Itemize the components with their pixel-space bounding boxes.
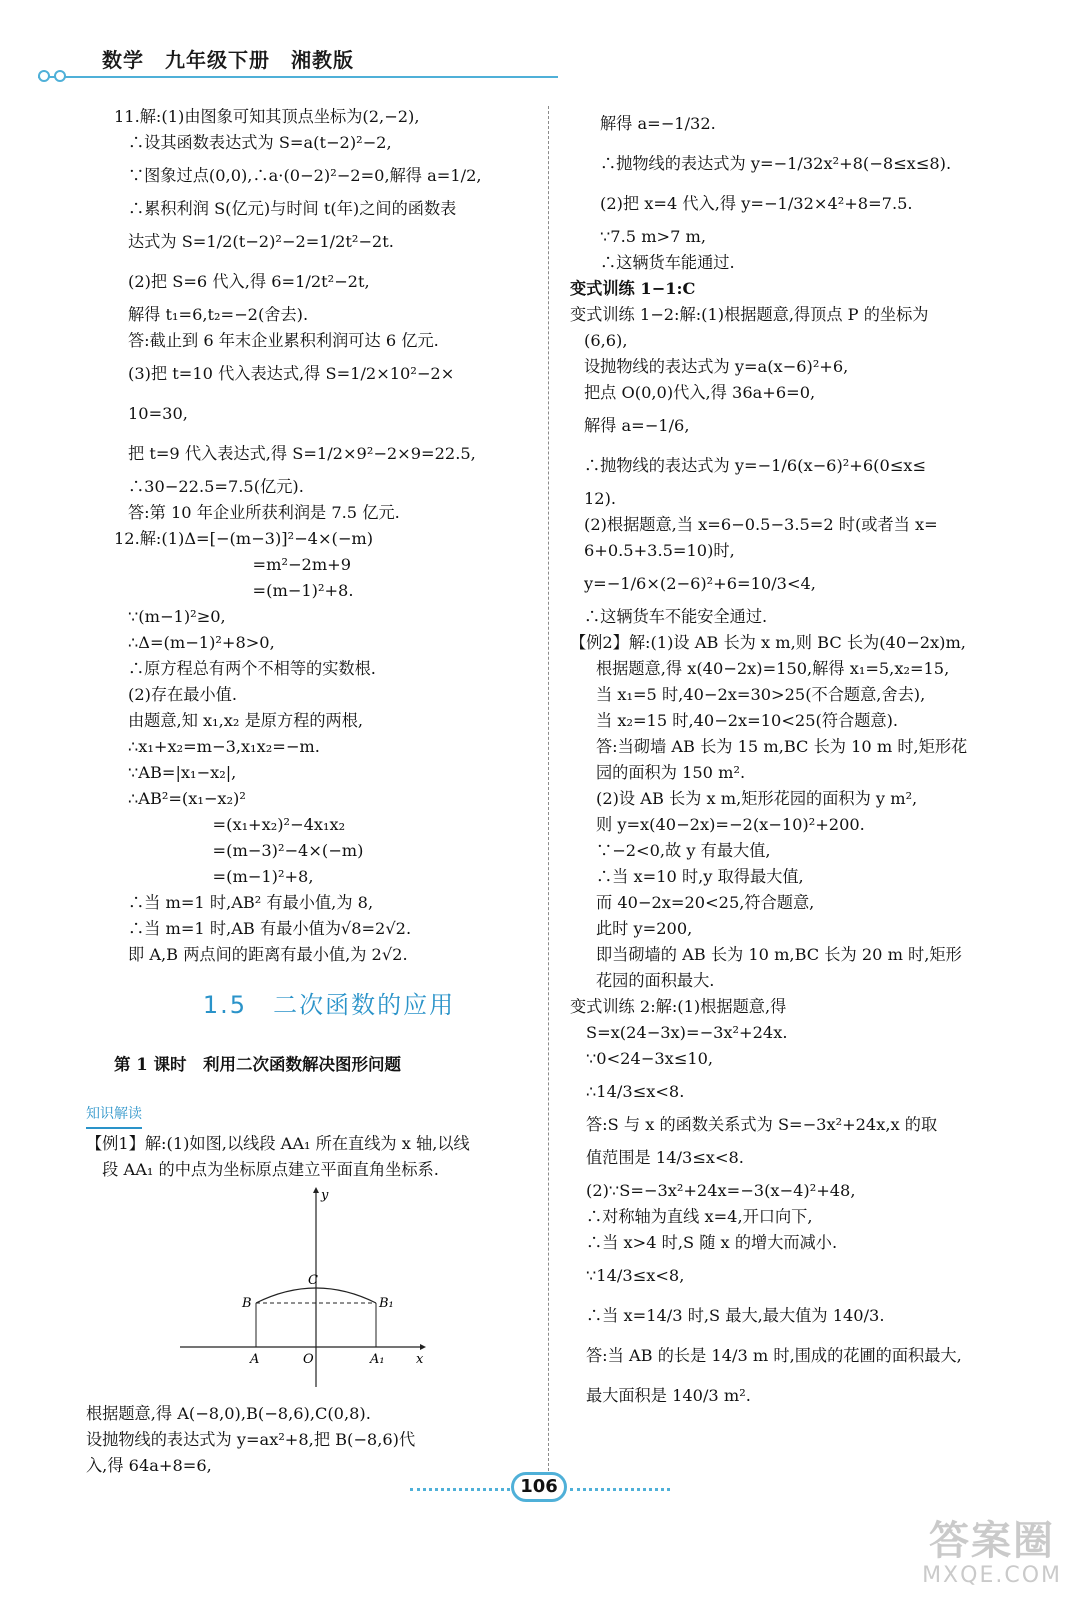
text-line: y=−1/6×(2−6)²+6=10/3<4,: [584, 574, 816, 593]
text-line: 把 t=9 代入表达式,得 S=1/2×9²−2×9=22.5,: [128, 444, 476, 463]
knowledge-label: 知识解读: [86, 1101, 142, 1129]
text-line: 答:S 与 x 的函数关系式为 S=−3x²+24x,x 的取: [586, 1115, 938, 1134]
x-arrow-icon: [420, 1344, 426, 1350]
parabola-diagram: [170, 1187, 430, 1387]
text-line: ∴AB²=(x₁−x₂)²: [128, 789, 246, 808]
label-b1: B₁: [379, 1296, 394, 1311]
text-line: ∴当 m=1 时,AB² 有最小值,为 8,: [128, 893, 374, 912]
text-line: 解得 a=−1/32.: [600, 114, 716, 133]
text-line: ∴当 x>4 时,S 随 x 的增大而减小.: [586, 1233, 838, 1252]
text-line: 花园的面积最大.: [596, 971, 715, 990]
text-line: 此时 y=200,: [596, 919, 693, 938]
page-footer: [0, 1468, 1084, 1508]
text-line: 解得 a=−1/6,: [584, 416, 690, 435]
text-line: =(m−1)²+8,: [164, 867, 314, 886]
text-line: 根据题意,得 x(40−2x)=150,解得 x₁=5,x₂=15,: [596, 659, 950, 678]
watermark: [922, 1519, 1062, 1588]
parabola-figure: [170, 1187, 430, 1387]
label-b: B: [242, 1296, 252, 1311]
header-title: 数学 九年级下册 湘教版: [102, 48, 354, 72]
text-line: ∴抛物线的表达式为 y=−1/32x²+8(−8≤x≤8).: [600, 154, 952, 173]
text-line: ∴抛物线的表达式为 y=−1/6(x−6)²+6(0≤x≤: [584, 456, 926, 475]
text-line: S=x(24−3x)=−3x²+24x.: [586, 1023, 788, 1042]
text-line: ∵−2<0,故 y 有最大值,: [596, 841, 771, 860]
left-column: [86, 104, 544, 1479]
label-o: O: [303, 1352, 314, 1367]
text-line: 设抛物线的表达式为 y=a(x−6)²+6,: [584, 357, 849, 376]
text-line: (2)∵S=−3x²+24x=−3(x−4)²+48,: [586, 1181, 856, 1200]
page-header: [38, 40, 558, 90]
text-line: 解得 t₁=6,t₂=−2(舍去).: [128, 305, 309, 324]
right-column: [570, 104, 1040, 1416]
text-line: =(x₁+x₂)²−4x₁x₂: [164, 815, 346, 834]
page-number: 106: [511, 1472, 567, 1502]
text-line: ∴这辆货车不能安全通过.: [584, 607, 768, 626]
text-line: ∴当 x=14/3 时,S 最大,最大值为 140/3.: [586, 1306, 885, 1325]
text-line: 11.解:(1)由图象可知其顶点坐标为(2,−2),: [114, 107, 420, 126]
text-line: 变式训练 2:解:(1)根据题意,得: [570, 997, 787, 1016]
text-line: 变式训练 1−2:解:(1)根据题意,得顶点 P 的坐标为: [570, 305, 929, 324]
question-12: [114, 526, 544, 968]
text-line: ∵(m−1)²≥0,: [128, 607, 226, 626]
text-line: 根据题意,得 A(−8,0),B(−8,6),C(0,8).: [86, 1404, 371, 1423]
text-line: 答:当砌墙 AB 长为 15 m,BC 长为 10 m 时,矩形花: [596, 737, 968, 756]
text-line: ∵0<24−3x≤10,: [586, 1049, 714, 1068]
text-line: 把点 O(0,0)代入,得 36a+6=0,: [584, 383, 816, 402]
text-line: (2)把 x=4 代入,得 y=−1/32×4²+8=7.5.: [600, 194, 913, 213]
text-line: 答:当 AB 的长是 14/3 m 时,围成的花圃的面积最大,: [586, 1346, 962, 1365]
text-line: ∴14/3≤x<8.: [586, 1082, 685, 1101]
label-a: A: [250, 1352, 260, 1367]
text-line: 即当砌墙的 AB 长为 10 m,BC 长为 20 m 时,矩形: [596, 945, 962, 964]
text-line: 则 y=x(40−2x)=−2(x−10)²+200.: [596, 815, 865, 834]
text-line: ∵AB=|x₁−x₂|,: [128, 763, 237, 782]
text-line: 入,得 64a+8=6,: [86, 1456, 212, 1475]
text-line: ∴累积利润 S(亿元)与时间 t(年)之间的函数表: [128, 199, 457, 218]
label-y: y: [321, 1188, 329, 1203]
text-line: ∵7.5 m>7 m,: [600, 227, 707, 246]
text-line: 【例1】解:(1)如图,以线段 AA₁ 所在直线为 x 轴,以线: [86, 1134, 470, 1153]
text-line: 段 AA₁ 的中点为坐标原点建立平面直角坐标系.: [86, 1160, 439, 1179]
text-line: ∴Δ=(m−1)²+8>0,: [128, 633, 275, 652]
footer-dots-right: [570, 1488, 670, 1491]
section-title: 1.5 二次函数的应用: [202, 991, 456, 1019]
text-line: 变式训练 1−1:C: [570, 279, 696, 298]
text-line: 6+0.5+3.5=10)时,: [584, 541, 735, 560]
text-line: (3)把 t=10 代入表达式,得 S=1/2×10²−2×: [128, 364, 455, 383]
text-line: 达式为 S=1/2(t−2)²−2=1/2t²−2t.: [128, 232, 394, 251]
text-line: =(m−3)²−4×(−m): [164, 841, 364, 860]
text-line: (2)把 S=6 代入,得 6=1/2t²−2t,: [128, 272, 370, 291]
text-line: ∴当 m=1 时,AB 有最小值为√8=2√2.: [128, 919, 412, 938]
text-line: ∴原方程总有两个不相等的实数根.: [128, 659, 376, 678]
text-line: 12.解:(1)Δ=[−(m−3)]²−4×(−m): [114, 529, 374, 548]
text-line: 由题意,知 x₁,x₂ 是原方程的两根,: [128, 711, 364, 730]
text-line: 设抛物线的表达式为 y=ax²+8,把 B(−8,6)代: [86, 1430, 416, 1449]
text-line: 当 x₂=15 时,40−2x=10<25(符合题意).: [596, 711, 899, 730]
text-line: 当 x₁=5 时,40−2x=30>25(不合题意,舍去),: [596, 685, 926, 704]
text-line: ∴这辆货车能通过.: [600, 253, 735, 272]
text-line: 值范围是 14/3≤x<8.: [586, 1148, 744, 1167]
watermark-logo: 答案圈: [929, 1518, 1056, 1564]
text-line: 最大面积是 140/3 m².: [586, 1386, 751, 1405]
example-1: [86, 1131, 544, 1183]
header-rule: [38, 76, 558, 78]
text-line: (2)存在最小值.: [128, 685, 238, 704]
watermark-url: MXQE.COM: [922, 1563, 1062, 1588]
text-line: 即 A,B 两点间的距离有最小值,为 2√2.: [128, 945, 408, 964]
header-dot: [54, 70, 66, 82]
text-line: ∴30−22.5=7.5(亿元).: [128, 477, 304, 496]
text-line: ∵14/3≤x<8,: [586, 1266, 685, 1285]
label-a1: A₁: [370, 1352, 385, 1367]
text-line: ∴x₁+x₂=m−3,x₁x₂=−m.: [128, 737, 320, 756]
text-line: 10=30,: [128, 404, 188, 423]
header-dot: [38, 70, 50, 82]
text-line: =(m−1)²+8.: [204, 581, 354, 600]
text-line: (2)设 AB 长为 x m,矩形花园的面积为 y m²,: [596, 789, 918, 808]
label-x: x: [416, 1352, 424, 1367]
label-c: C: [308, 1273, 318, 1288]
text-line: (2)根据题意,当 x=6−0.5−3.5=2 时(或者当 x=: [584, 515, 938, 534]
lesson-title: 第 1 课时 利用二次函数解决图形问题: [114, 1055, 401, 1074]
footer-dots-left: [410, 1488, 510, 1491]
text-line: ∴对称轴为直线 x=4,开口向下,: [586, 1207, 813, 1226]
text-line: 园的面积为 150 m².: [596, 763, 746, 782]
text-line: ∵图象过点(0,0),∴a·(0−2)²−2=0,解得 a=1/2,: [128, 166, 482, 185]
text-line: 【例2】解:(1)设 AB 长为 x m,则 BC 长为(40−2x)m,: [570, 633, 966, 652]
text-line: (6,6),: [584, 331, 628, 350]
text-line: ∴设其函数表达式为 S=a(t−2)²−2,: [128, 133, 392, 152]
text-line: 12).: [584, 489, 617, 508]
text-line: 而 40−2x=20<25,符合题意,: [596, 893, 815, 912]
text-line: =m²−2m+9: [204, 555, 352, 574]
text-line: 答:第 10 年企业所获利润是 7.5 亿元.: [128, 503, 400, 522]
y-arrow-icon: [313, 1187, 319, 1193]
column-divider: [548, 106, 549, 1486]
text-line: ∴当 x=10 时,y 取得最大值,: [596, 867, 804, 886]
question-11: [114, 104, 544, 526]
text-line: 答:截止到 6 年末企业累积利润可达 6 亿元.: [128, 331, 439, 350]
